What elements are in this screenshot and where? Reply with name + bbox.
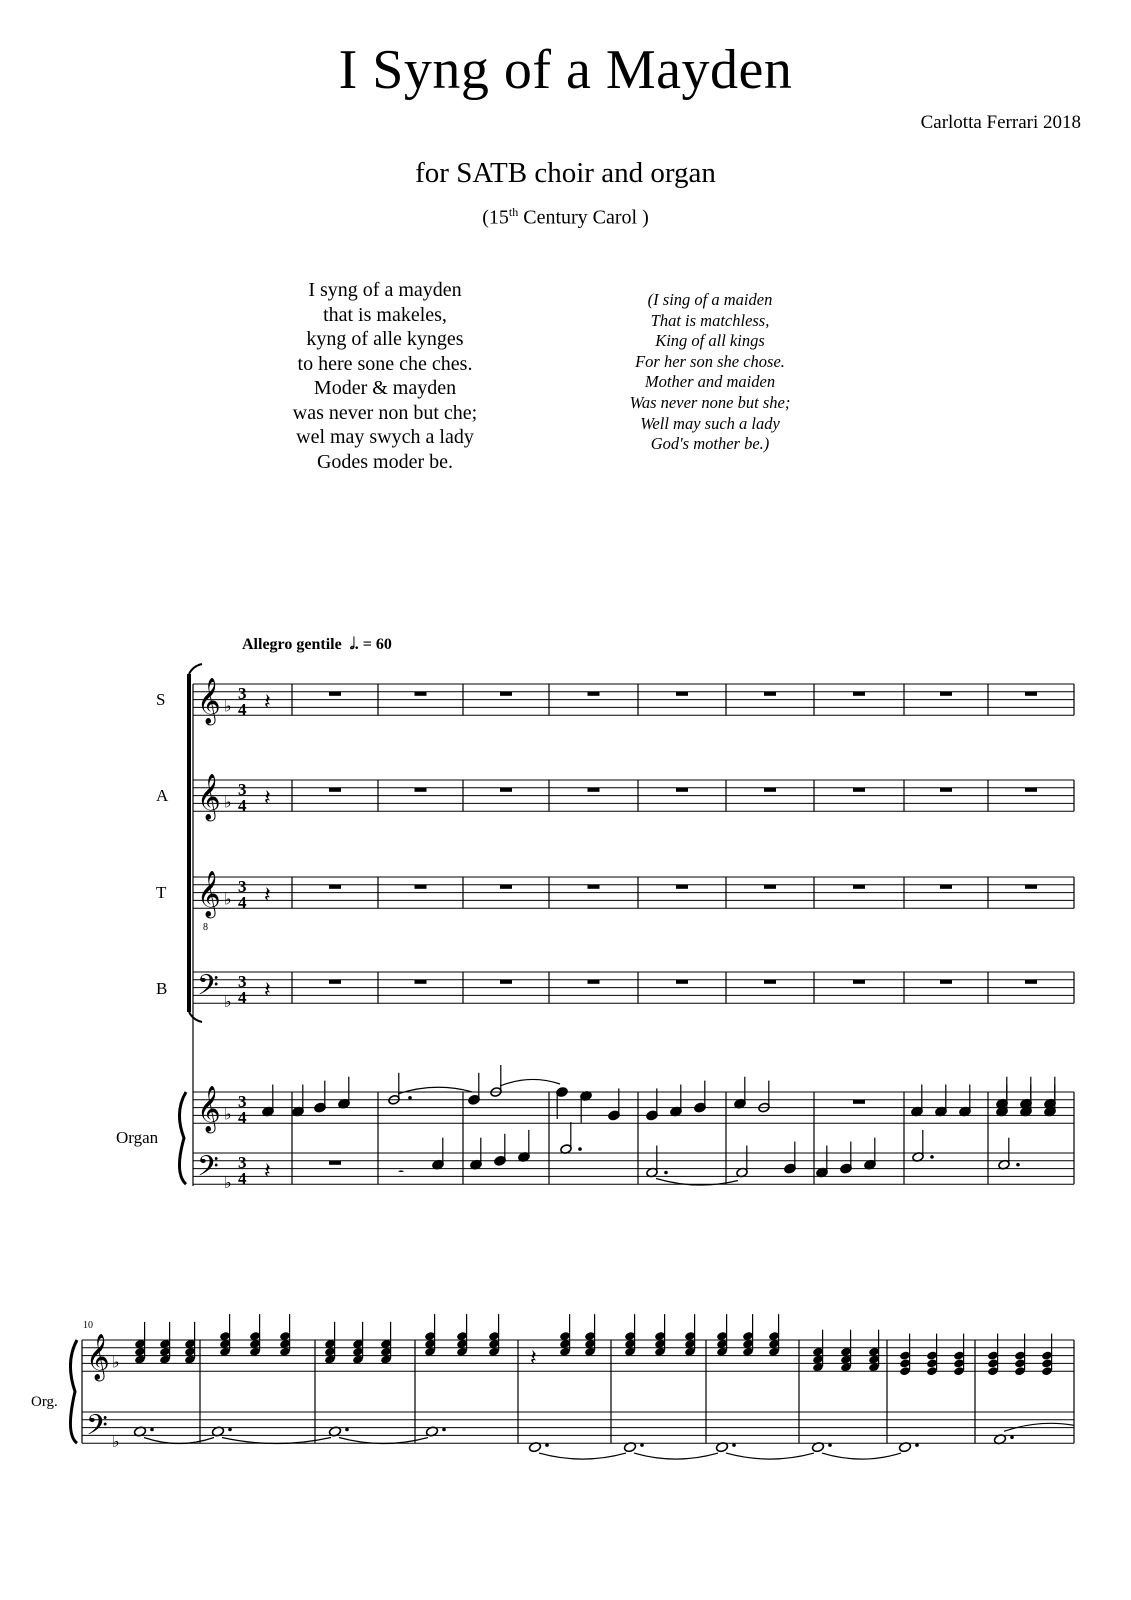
quarter-rest-icon: 𝄽 — [264, 689, 271, 714]
poem-line: Godes moder be. — [316, 450, 454, 473]
organ-brace — [179, 1092, 186, 1184]
augmentation-dot — [545, 1443, 549, 1447]
organ-brace — [70, 1340, 77, 1443]
source-note-post: Century Carol ) — [518, 206, 649, 229]
whole-rest-icon — [676, 885, 688, 889]
time-sig-numerator: 3 — [238, 972, 247, 991]
tie-curve — [726, 1453, 814, 1459]
poem-line: kyng of alle kynges — [306, 328, 464, 350]
part-label-organ-short: Org. — [31, 1394, 58, 1410]
poem-line: was never non but che; — [292, 401, 478, 424]
flat-icon: ♭ — [224, 891, 232, 909]
quarter-rest-icon: 𝄽 — [530, 1345, 537, 1370]
poem-line: Mother and maiden — [644, 372, 776, 392]
whole-rest-icon — [1025, 788, 1037, 792]
half-rest-icon: 𝄼 — [398, 1165, 405, 1182]
augmentation-dot — [1010, 1436, 1014, 1440]
measure-number: 10 — [83, 1320, 93, 1331]
time-sig-denominator: 4 — [238, 1108, 247, 1127]
whole-rest-icon — [329, 980, 341, 984]
quarter-rest-icon: 𝄽 — [264, 882, 271, 907]
time-sig-numerator: 3 — [238, 1092, 247, 1111]
poem-line: King of all kings — [655, 331, 765, 351]
augmentation-dot — [915, 1443, 919, 1447]
whole-rest-icon — [1025, 692, 1037, 696]
whole-rest-icon — [940, 885, 952, 889]
tie-curve — [398, 1087, 472, 1094]
treble-clef-icon: 𝄞 — [86, 1334, 110, 1379]
whole-rest-icon — [329, 1161, 341, 1165]
augmentation-dot — [664, 1171, 668, 1175]
poem-line: (I sing of a maiden — [647, 290, 773, 309]
tempo-text: Allegro gentile — [242, 636, 342, 653]
poem-line: That is matchless, — [650, 310, 770, 330]
whole-rest-icon — [940, 692, 952, 696]
poem-line: that is makeles, — [323, 303, 447, 326]
score-title: I Syng of a Mayden — [338, 39, 793, 101]
tie-curve — [539, 1453, 626, 1459]
dotted-half-note-icon: 𝅗𝅥. — [349, 636, 359, 653]
augmentation-dot — [442, 1428, 446, 1432]
time-sig-numerator: 3 — [238, 1153, 247, 1172]
whole-rest-icon — [853, 885, 865, 889]
time-sig-denominator: 4 — [238, 1169, 247, 1188]
quarter-rest-icon: 𝄽 — [264, 1158, 271, 1183]
whole-rest-icon — [329, 692, 341, 696]
whole-rest-icon — [1025, 885, 1037, 889]
tie-curve — [500, 1079, 560, 1086]
whole-rest-icon — [940, 980, 952, 984]
flat-icon: ♭ — [224, 698, 232, 716]
time-sig-denominator: 4 — [238, 700, 247, 719]
bracket-bottom — [189, 1012, 202, 1022]
whole-rest-icon — [588, 788, 600, 792]
flat-icon: ♭ — [224, 794, 232, 812]
source-note-sup: th — [508, 205, 519, 219]
whole-rest-icon — [764, 885, 776, 889]
poem-line: I syng of a mayden — [308, 279, 462, 301]
time-sig-denominator: 4 — [238, 988, 247, 1007]
whole-rest-icon — [329, 788, 341, 792]
whole-rest-icon — [415, 885, 427, 889]
whole-rest-icon — [415, 692, 427, 696]
part-label-alto: A — [156, 786, 169, 805]
bass-clef-icon: 𝄢 — [197, 971, 219, 1008]
augmentation-dot — [228, 1428, 232, 1432]
time-sig-denominator: 4 — [238, 893, 247, 912]
whole-rest-icon — [329, 885, 341, 889]
flat-icon: ♭ — [112, 1434, 120, 1452]
flat-icon: ♭ — [224, 994, 232, 1012]
augmentation-dot — [640, 1443, 644, 1447]
whole-rest-icon — [1025, 980, 1037, 984]
time-sig-numerator: 3 — [238, 780, 247, 799]
whole-rest-icon — [853, 788, 865, 792]
score-subtitle: for SATB choir and organ — [415, 157, 716, 189]
flat-icon: ♭ — [224, 1106, 232, 1124]
part-label-soprano: S — [156, 690, 166, 709]
tie-curve — [822, 1453, 901, 1459]
augmentation-dot — [345, 1428, 349, 1432]
whole-rest-icon — [588, 885, 600, 889]
whole-rest-icon — [940, 788, 952, 792]
part-label-organ: Organ — [116, 1128, 159, 1147]
augmentation-dot — [150, 1428, 154, 1432]
augmentation-dot — [828, 1443, 832, 1447]
bass-clef-icon: 𝄢 — [197, 1152, 219, 1189]
part-label-tenor: T — [156, 883, 167, 902]
augmentation-dot — [732, 1443, 736, 1447]
whole-rest-icon — [415, 980, 427, 984]
poem-line: Was never none but she; — [629, 392, 791, 412]
poem-line: For her son she chose. — [635, 351, 785, 371]
poem-line: to here sone che ches. — [297, 352, 473, 375]
poem-line: Well may such a lady — [640, 413, 780, 433]
tie-curve — [634, 1453, 718, 1459]
whole-rest-icon — [764, 692, 776, 696]
whole-rest-icon — [853, 980, 865, 984]
treble-clef-icon: 𝄞 — [197, 774, 221, 819]
whole-rest-icon — [676, 788, 688, 792]
tempo-value: = 60 — [362, 636, 392, 653]
whole-rest-icon — [853, 692, 865, 696]
augmentation-dot — [930, 1155, 934, 1159]
whole-rest-icon — [676, 980, 688, 984]
time-sig-numerator: 3 — [238, 684, 247, 703]
poem-line: wel may swych a lady — [296, 426, 474, 448]
quarter-rest-icon: 𝄽 — [264, 977, 271, 1002]
quarter-rest-icon: 𝄽 — [264, 785, 271, 810]
augmentation-dot — [578, 1147, 582, 1151]
time-sig-denominator: 4 — [238, 796, 247, 815]
whole-rest-icon — [853, 1100, 865, 1104]
whole-rest-icon — [500, 885, 512, 889]
whole-rest-icon — [676, 692, 688, 696]
whole-rest-icon — [764, 980, 776, 984]
flat-icon: ♭ — [224, 1175, 232, 1193]
augmentation-dot — [408, 1096, 412, 1100]
flat-icon: ♭ — [112, 1354, 120, 1372]
composer-credit: Carlotta Ferrari 2018 — [920, 112, 1081, 133]
whole-rest-icon — [588, 980, 600, 984]
augmentation-dot — [1016, 1163, 1020, 1167]
treble-clef-icon: 𝄞 — [197, 678, 221, 723]
poem-line: Moder & mayden — [313, 377, 457, 399]
bass-clef-icon: 𝄢 — [86, 1411, 108, 1448]
whole-rest-icon — [500, 980, 512, 984]
whole-rest-icon — [500, 788, 512, 792]
whole-rest-icon — [415, 788, 427, 792]
octave-mark: 8 — [203, 922, 208, 933]
part-label-bass: B — [156, 979, 168, 998]
time-sig-numerator: 3 — [238, 877, 247, 896]
treble-clef-icon: 𝄞 — [197, 871, 221, 916]
tie-curve — [144, 1438, 214, 1444]
whole-rest-icon — [764, 788, 776, 792]
whole-rest-icon — [588, 692, 600, 696]
treble-clef-icon: 𝄞 — [197, 1086, 221, 1131]
bracket-top — [189, 664, 202, 674]
source-note-pre: (15 — [482, 206, 509, 229]
poem-line: God's mother be.) — [650, 434, 770, 454]
whole-rest-icon — [500, 692, 512, 696]
